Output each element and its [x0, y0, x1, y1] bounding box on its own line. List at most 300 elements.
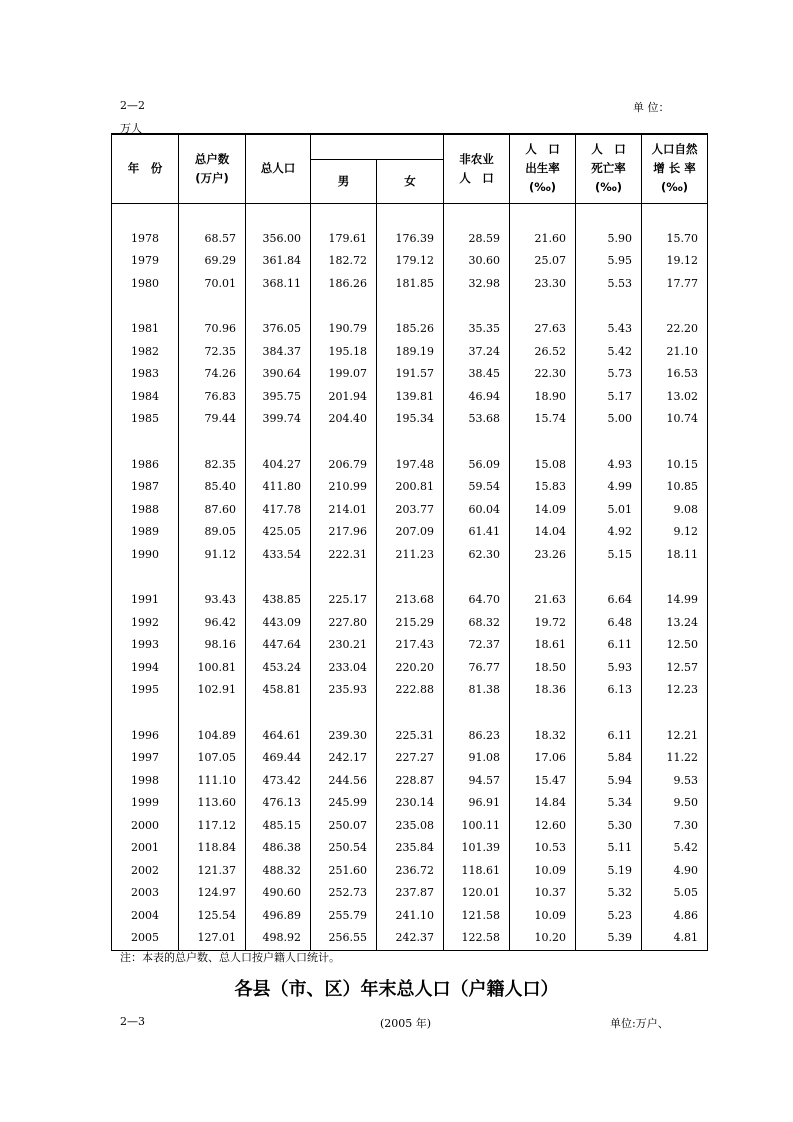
value-cell: 237.87 [377, 882, 444, 905]
value-cell: 22.20 [642, 318, 708, 341]
value-cell: 87.60 [179, 499, 246, 522]
value-cell: 74.26 [179, 363, 246, 386]
value-cell: 230.14 [377, 792, 444, 815]
value-cell: 26.52 [510, 341, 576, 364]
table-row [112, 521, 708, 544]
value-cell: 453.24 [246, 657, 311, 680]
value-cell: 5.93 [576, 657, 642, 680]
year-cell: 1986 [112, 454, 179, 477]
value-cell: 6.11 [576, 634, 642, 657]
table-header [112, 134, 708, 203]
value-cell: 37.24 [444, 341, 510, 364]
value-cell: 68.57 [179, 228, 246, 251]
value-cell: 81.38 [444, 679, 510, 702]
value-cell: 5.00 [576, 408, 642, 431]
value-cell: 100.11 [444, 815, 510, 838]
value-cell: 96.42 [179, 612, 246, 635]
value-cell: 225.17 [311, 589, 377, 612]
footnote: 注：本表的总户数、总人口按户籍人口统计。 [120, 951, 340, 964]
value-cell: 181.85 [377, 273, 444, 296]
value-cell: 68.32 [444, 612, 510, 635]
year-cell: 1992 [112, 612, 179, 635]
spacer-row [112, 566, 708, 589]
value-cell: 250.54 [311, 837, 377, 860]
value-cell: 203.77 [377, 499, 444, 522]
value-cell: 102.91 [179, 679, 246, 702]
table-row [112, 882, 708, 905]
value-cell: 13.02 [642, 386, 708, 409]
col-growth-rate: 人口自然 增 长 率 (‰) [642, 134, 708, 203]
section-title: 各县（市、区）年末总人口（户籍人口） [234, 979, 559, 1000]
year-cell: 1997 [112, 747, 179, 770]
value-cell: 215.29 [377, 612, 444, 635]
value-cell: 120.01 [444, 882, 510, 905]
value-cell: 239.30 [311, 725, 377, 748]
value-cell: 21.63 [510, 589, 576, 612]
value-cell: 233.04 [311, 657, 377, 680]
table-row [112, 679, 708, 702]
value-cell: 98.16 [179, 634, 246, 657]
value-cell: 10.09 [510, 860, 576, 883]
value-cell: 18.50 [510, 657, 576, 680]
value-cell: 245.99 [311, 792, 377, 815]
table-row [112, 770, 708, 793]
value-cell: 10.53 [510, 837, 576, 860]
value-cell: 252.73 [311, 882, 377, 905]
value-cell: 5.95 [576, 250, 642, 273]
value-cell: 395.75 [246, 386, 311, 409]
value-cell: 191.57 [377, 363, 444, 386]
year-cell: 1982 [112, 341, 179, 364]
value-cell: 15.70 [642, 228, 708, 251]
year-cell: 1984 [112, 386, 179, 409]
value-cell: 15.83 [510, 476, 576, 499]
value-cell: 222.88 [377, 679, 444, 702]
value-cell: 179.61 [311, 228, 377, 251]
value-cell: 113.60 [179, 792, 246, 815]
value-cell: 486.38 [246, 837, 311, 860]
next-table-id: 2—3 [120, 1015, 145, 1028]
value-cell: 5.42 [642, 837, 708, 860]
value-cell: 235.93 [311, 679, 377, 702]
value-cell: 70.96 [179, 318, 246, 341]
value-cell: 46.94 [444, 386, 510, 409]
value-cell: 227.27 [377, 747, 444, 770]
value-cell: 100.81 [179, 657, 246, 680]
value-cell: 118.61 [444, 860, 510, 883]
value-cell: 195.34 [377, 408, 444, 431]
col-year: 年 份 [112, 134, 179, 203]
table-row [112, 454, 708, 477]
table-row [112, 341, 708, 364]
value-cell: 5.32 [576, 882, 642, 905]
value-cell: 201.94 [311, 386, 377, 409]
value-cell: 390.64 [246, 363, 311, 386]
value-cell: 12.60 [510, 815, 576, 838]
value-cell: 485.15 [246, 815, 311, 838]
value-cell: 76.77 [444, 657, 510, 680]
value-cell: 256.55 [311, 927, 377, 950]
value-cell: 356.00 [246, 228, 311, 251]
value-cell: 124.97 [179, 882, 246, 905]
value-cell: 189.19 [377, 341, 444, 364]
value-cell: 204.40 [311, 408, 377, 431]
table-row [112, 747, 708, 770]
value-cell: 12.57 [642, 657, 708, 680]
col-gender-group [311, 134, 444, 159]
value-cell: 69.29 [179, 250, 246, 273]
value-cell: 5.01 [576, 499, 642, 522]
value-cell: 206.79 [311, 454, 377, 477]
value-cell: 5.42 [576, 341, 642, 364]
value-cell: 59.54 [444, 476, 510, 499]
value-cell: 5.90 [576, 228, 642, 251]
value-cell: 376.05 [246, 318, 311, 341]
value-cell: 6.64 [576, 589, 642, 612]
value-cell: 447.64 [246, 634, 311, 657]
value-cell: 85.40 [179, 476, 246, 499]
value-cell: 15.74 [510, 408, 576, 431]
value-cell: 125.54 [179, 905, 246, 928]
col-households: 总户数 (万户) [179, 134, 246, 203]
value-cell: 213.68 [377, 589, 444, 612]
value-cell: 89.05 [179, 521, 246, 544]
value-cell: 117.12 [179, 815, 246, 838]
col-male: 男 [311, 159, 377, 203]
spacer-row [112, 295, 708, 318]
value-cell: 5.23 [576, 905, 642, 928]
value-cell: 5.73 [576, 363, 642, 386]
value-cell: 72.35 [179, 341, 246, 364]
value-cell: 86.23 [444, 725, 510, 748]
value-cell: 195.18 [311, 341, 377, 364]
value-cell: 214.01 [311, 499, 377, 522]
value-cell: 4.92 [576, 521, 642, 544]
value-cell: 498.92 [246, 927, 311, 950]
value-cell: 17.06 [510, 747, 576, 770]
year-cell: 2000 [112, 815, 179, 838]
value-cell: 210.99 [311, 476, 377, 499]
value-cell: 207.09 [377, 521, 444, 544]
value-cell: 242.37 [377, 927, 444, 950]
value-cell: 111.10 [179, 770, 246, 793]
year-cell: 1988 [112, 499, 179, 522]
value-cell: 200.81 [377, 476, 444, 499]
value-cell: 18.61 [510, 634, 576, 657]
value-cell: 228.87 [377, 770, 444, 793]
unit-label: 单 位： [633, 101, 670, 114]
value-cell: 121.37 [179, 860, 246, 883]
value-cell: 5.17 [576, 386, 642, 409]
table-row [112, 860, 708, 883]
table-row [112, 363, 708, 386]
value-cell: 469.44 [246, 747, 311, 770]
value-cell: 64.70 [444, 589, 510, 612]
value-cell: 94.57 [444, 770, 510, 793]
table-row [112, 228, 708, 251]
value-cell: 14.99 [642, 589, 708, 612]
spacer-row [112, 203, 708, 228]
value-cell: 433.54 [246, 544, 311, 567]
value-cell: 496.89 [246, 905, 311, 928]
value-cell: 76.83 [179, 386, 246, 409]
value-cell: 5.34 [576, 792, 642, 815]
table-id: 2—2 [120, 99, 145, 112]
value-cell: 35.35 [444, 318, 510, 341]
value-cell: 11.22 [642, 747, 708, 770]
value-cell: 235.08 [377, 815, 444, 838]
value-cell: 361.84 [246, 250, 311, 273]
value-cell: 230.21 [311, 634, 377, 657]
year-cell: 2004 [112, 905, 179, 928]
table-row [112, 634, 708, 657]
value-cell: 15.47 [510, 770, 576, 793]
value-cell: 9.08 [642, 499, 708, 522]
value-cell: 12.50 [642, 634, 708, 657]
value-cell: 101.39 [444, 837, 510, 860]
value-cell: 104.89 [179, 725, 246, 748]
value-cell: 19.12 [642, 250, 708, 273]
value-cell: 118.84 [179, 837, 246, 860]
table-row [112, 318, 708, 341]
year-cell: 2002 [112, 860, 179, 883]
value-cell: 368.11 [246, 273, 311, 296]
value-cell: 6.13 [576, 679, 642, 702]
value-cell: 62.30 [444, 544, 510, 567]
year-cell: 1985 [112, 408, 179, 431]
value-cell: 5.05 [642, 882, 708, 905]
value-cell: 18.36 [510, 679, 576, 702]
value-cell: 182.72 [311, 250, 377, 273]
value-cell: 70.01 [179, 273, 246, 296]
value-cell: 4.81 [642, 927, 708, 950]
value-cell: 13.24 [642, 612, 708, 635]
year-cell: 1989 [112, 521, 179, 544]
value-cell: 185.26 [377, 318, 444, 341]
value-cell: 199.07 [311, 363, 377, 386]
value-cell: 10.20 [510, 927, 576, 950]
value-cell: 7.30 [642, 815, 708, 838]
value-cell: 122.58 [444, 927, 510, 950]
value-cell: 56.09 [444, 454, 510, 477]
value-cell: 14.84 [510, 792, 576, 815]
year-cell: 1999 [112, 792, 179, 815]
value-cell: 464.61 [246, 725, 311, 748]
year-cell: 1979 [112, 250, 179, 273]
value-cell: 9.12 [642, 521, 708, 544]
value-cell: 438.85 [246, 589, 311, 612]
value-cell: 14.04 [510, 521, 576, 544]
value-cell: 5.39 [576, 927, 642, 950]
value-cell: 38.45 [444, 363, 510, 386]
table-row [112, 927, 708, 950]
col-total-population: 总人口 [246, 134, 311, 203]
value-cell: 220.20 [377, 657, 444, 680]
year-cell: 1998 [112, 770, 179, 793]
value-cell: 18.32 [510, 725, 576, 748]
value-cell: 217.43 [377, 634, 444, 657]
value-cell: 60.04 [444, 499, 510, 522]
value-cell: 5.30 [576, 815, 642, 838]
value-cell: 473.42 [246, 770, 311, 793]
value-cell: 225.31 [377, 725, 444, 748]
next-unit-label: 单位:万户、 [610, 1017, 669, 1030]
table-row [112, 386, 708, 409]
value-cell: 79.44 [179, 408, 246, 431]
value-cell: 10.74 [642, 408, 708, 431]
value-cell: 10.15 [642, 454, 708, 477]
value-cell: 17.77 [642, 273, 708, 296]
value-cell: 4.99 [576, 476, 642, 499]
value-cell: 186.26 [311, 273, 377, 296]
value-cell: 30.60 [444, 250, 510, 273]
table-row [112, 499, 708, 522]
value-cell: 4.93 [576, 454, 642, 477]
value-cell: 16.53 [642, 363, 708, 386]
population-table [111, 133, 708, 951]
value-cell: 18.90 [510, 386, 576, 409]
value-cell: 476.13 [246, 792, 311, 815]
table-row [112, 792, 708, 815]
value-cell: 236.72 [377, 860, 444, 883]
value-cell: 6.48 [576, 612, 642, 635]
year-cell: 1995 [112, 679, 179, 702]
value-cell: 242.17 [311, 747, 377, 770]
value-cell: 5.11 [576, 837, 642, 860]
value-cell: 27.63 [510, 318, 576, 341]
value-cell: 211.23 [377, 544, 444, 567]
value-cell: 15.08 [510, 454, 576, 477]
value-cell: 5.94 [576, 770, 642, 793]
value-cell: 82.35 [179, 454, 246, 477]
value-cell: 72.37 [444, 634, 510, 657]
value-cell: 127.01 [179, 927, 246, 950]
unit-value: 万人 [120, 122, 142, 135]
value-cell: 9.53 [642, 770, 708, 793]
year-cell: 1981 [112, 318, 179, 341]
value-cell: 5.15 [576, 544, 642, 567]
value-cell: 14.09 [510, 499, 576, 522]
value-cell: 19.72 [510, 612, 576, 635]
year-cell: 1980 [112, 273, 179, 296]
value-cell: 399.74 [246, 408, 311, 431]
value-cell: 217.96 [311, 521, 377, 544]
value-cell: 21.10 [642, 341, 708, 364]
value-cell: 93.43 [179, 589, 246, 612]
value-cell: 12.21 [642, 725, 708, 748]
value-cell: 10.37 [510, 882, 576, 905]
year-cell: 1990 [112, 544, 179, 567]
value-cell: 12.23 [642, 679, 708, 702]
year-cell: 1978 [112, 228, 179, 251]
value-cell: 251.60 [311, 860, 377, 883]
year-cell: 1987 [112, 476, 179, 499]
value-cell: 488.32 [246, 860, 311, 883]
col-death-rate: 人 口 死亡率 (‰) [576, 134, 642, 203]
value-cell: 28.59 [444, 228, 510, 251]
table-row [112, 250, 708, 273]
value-cell: 241.10 [377, 905, 444, 928]
value-cell: 25.07 [510, 250, 576, 273]
value-cell: 250.07 [311, 815, 377, 838]
value-cell: 404.27 [246, 454, 311, 477]
value-cell: 10.09 [510, 905, 576, 928]
value-cell: 5.84 [576, 747, 642, 770]
table-row [112, 725, 708, 748]
value-cell: 458.81 [246, 679, 311, 702]
value-cell: 96.91 [444, 792, 510, 815]
value-cell: 222.31 [311, 544, 377, 567]
year-cell: 2003 [112, 882, 179, 905]
year-cell: 1993 [112, 634, 179, 657]
table-row [112, 612, 708, 635]
value-cell: 107.05 [179, 747, 246, 770]
table-row [112, 476, 708, 499]
value-cell: 176.39 [377, 228, 444, 251]
value-cell: 384.37 [246, 341, 311, 364]
value-cell: 23.30 [510, 273, 576, 296]
col-birth-rate: 人 口 出生率 (‰) [510, 134, 576, 203]
value-cell: 10.85 [642, 476, 708, 499]
value-cell: 9.50 [642, 792, 708, 815]
table-row [112, 544, 708, 567]
spacer-row [112, 702, 708, 725]
value-cell: 490.60 [246, 882, 311, 905]
table-row [112, 589, 708, 612]
value-cell: 4.90 [642, 860, 708, 883]
value-cell: 32.98 [444, 273, 510, 296]
year-cell: 1983 [112, 363, 179, 386]
value-cell: 53.68 [444, 408, 510, 431]
table-row [112, 905, 708, 928]
col-nonagricultural: 非农业 人 口 [444, 134, 510, 203]
year-cell: 1991 [112, 589, 179, 612]
value-cell: 4.86 [642, 905, 708, 928]
value-cell: 139.81 [377, 386, 444, 409]
value-cell: 197.48 [377, 454, 444, 477]
value-cell: 235.84 [377, 837, 444, 860]
value-cell: 61.41 [444, 521, 510, 544]
col-female: 女 [377, 159, 444, 203]
value-cell: 18.11 [642, 544, 708, 567]
value-cell: 244.56 [311, 770, 377, 793]
value-cell: 5.19 [576, 860, 642, 883]
value-cell: 411.80 [246, 476, 311, 499]
table-row [112, 837, 708, 860]
value-cell: 179.12 [377, 250, 444, 273]
value-cell: 121.58 [444, 905, 510, 928]
table-row [112, 815, 708, 838]
value-cell: 443.09 [246, 612, 311, 635]
value-cell: 91.08 [444, 747, 510, 770]
table-body [112, 203, 708, 950]
table-row [112, 408, 708, 431]
year-cell: 2005 [112, 927, 179, 950]
value-cell: 5.43 [576, 318, 642, 341]
year-cell: 2001 [112, 837, 179, 860]
value-cell: 417.78 [246, 499, 311, 522]
year-cell: 1996 [112, 725, 179, 748]
next-year-label: (2005 年) [380, 1017, 432, 1030]
value-cell: 91.12 [179, 544, 246, 567]
value-cell: 23.26 [510, 544, 576, 567]
value-cell: 190.79 [311, 318, 377, 341]
value-cell: 22.30 [510, 363, 576, 386]
value-cell: 227.80 [311, 612, 377, 635]
value-cell: 21.60 [510, 228, 576, 251]
value-cell: 255.79 [311, 905, 377, 928]
value-cell: 5.53 [576, 273, 642, 296]
